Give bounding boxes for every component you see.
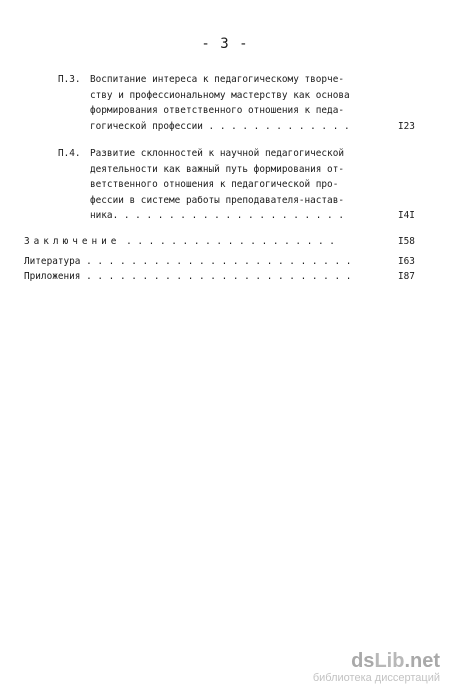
toc-entry-label: Литература: [24, 255, 81, 267]
toc-entry-conclusion[interactable]: [0, 234, 450, 250]
toc-entry-line: ника. . . . . . . . . . . . . . . . . . . . .: [90, 210, 344, 221]
toc-entry-number: П.3.: [58, 74, 81, 85]
toc-entry-leader: . . . . . . . . . . . . . . . . . . .: [126, 236, 335, 247]
toc-entry-page: I4I: [398, 210, 415, 221]
toc-entry-line: ветственного отношения к педагогической про-: [90, 179, 339, 190]
logo-brand-ds: ds: [351, 650, 375, 672]
table-of-contents: [0, 72, 450, 285]
logo-brand-net: .net: [404, 650, 440, 672]
dslib-logo[interactable]: [313, 650, 440, 685]
toc-entry-leader: . . . . . . . . . . . . . . . . . . . . . . . .: [86, 255, 352, 267]
toc-entry-line: Воспитание интереса к педагогическому творче-: [90, 74, 344, 85]
toc-entry-page: I63: [398, 255, 415, 267]
toc-entry-leader: . . . . . . . . . . . . . . . . . . . . . . . .: [86, 271, 352, 282]
page-number: - 3 -: [201, 36, 249, 52]
toc-entry-label-row: [24, 254, 351, 270]
toc-entry-4[interactable]: [0, 146, 450, 224]
toc-entry-label: Приложения: [24, 271, 81, 282]
toc-entry-line: Развитие склонностей к научной педагогической: [90, 148, 344, 159]
logo-brand: [313, 650, 440, 672]
toc-entry-number: П.4.: [58, 148, 81, 159]
toc-entry-label-row: [24, 234, 335, 250]
toc-entry-line: гогической профессии . . . . . . . . . . . . .: [90, 120, 350, 132]
toc-entry-page: I58: [398, 236, 415, 247]
logo-brand-lib: Lib: [374, 650, 405, 672]
toc-entry-line: деятельности как важный путь формирования от-: [90, 163, 344, 175]
toc-entry-literature[interactable]: [0, 254, 450, 270]
toc-entry-line: формирования ответственного отношения к педа-: [90, 105, 344, 116]
toc-entry-label: Заключение: [24, 236, 121, 247]
toc-entry-3[interactable]: [0, 72, 450, 134]
toc-entry-label-row: [24, 269, 351, 285]
toc-entry-page: I87: [398, 271, 415, 282]
toc-entry-appendices[interactable]: [0, 269, 450, 285]
toc-entry-line: ству и профессиональному мастерству как основа: [90, 89, 350, 101]
toc-entry-page: I23: [398, 120, 415, 132]
logo-tagline: библиотека диссертаций: [312, 672, 440, 684]
toc-entry-line: фессии в системе работы преподавателя-настав-: [90, 194, 344, 206]
